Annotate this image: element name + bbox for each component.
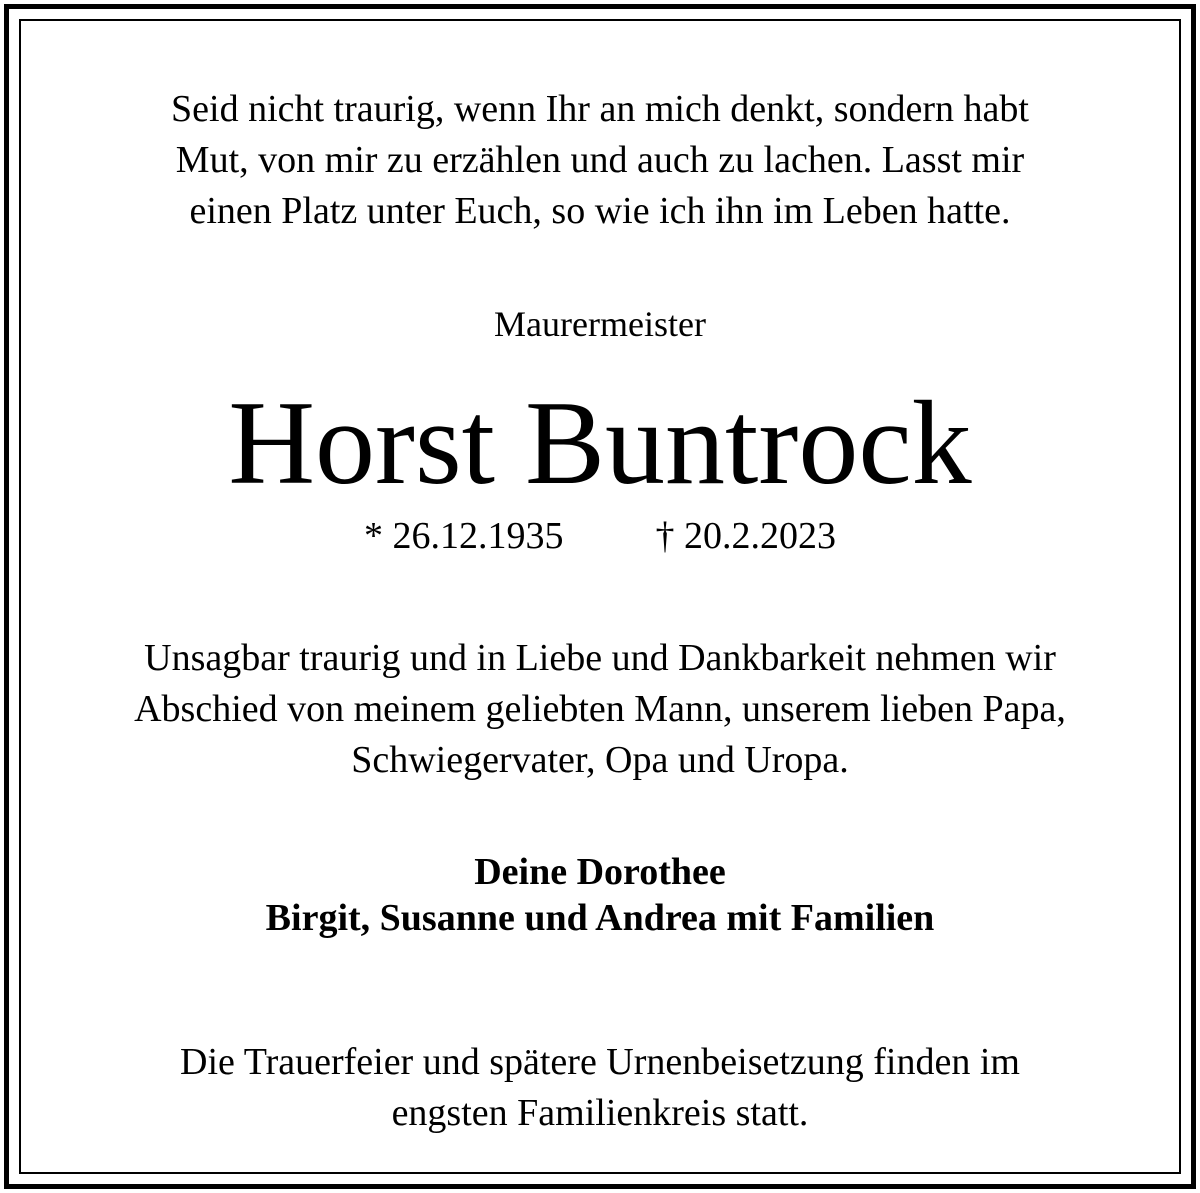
farewell-line: Schwiegervater, Opa und Uropa. bbox=[351, 739, 849, 781]
notice-line: Die Trauerfeier und spätere Urnenbeisetzung finden im bbox=[180, 1041, 1020, 1083]
memorial-quote bbox=[21, 84, 1179, 237]
birth-date: * 26.12.1935 bbox=[364, 515, 564, 557]
farewell-text bbox=[21, 633, 1179, 786]
signer-line: Birgit, Susanne und Andrea mit Familien bbox=[265, 897, 935, 939]
deceased-name: Horst Buntrock bbox=[228, 376, 972, 509]
signer-line: Deine Dorothee bbox=[474, 851, 726, 893]
quote-line: Mut, von mir zu erzählen und auch zu lachen. Lasst mir bbox=[175, 139, 1025, 181]
mourners-signature bbox=[21, 849, 1179, 941]
notice-line: engsten Familienkreis statt. bbox=[391, 1092, 809, 1134]
farewell-line: Abschied von meinem geliebten Mann, unserem lieben Papa, bbox=[134, 688, 1066, 730]
quote-line: Seid nicht traurig, wenn Ihr an mich denkt, sondern habt bbox=[171, 88, 1029, 130]
farewell-line: Unsagbar traurig und in Liebe und Dankbarkeit nehmen wir bbox=[144, 637, 1056, 679]
quote-line: einen Platz unter Euch, so wie ich ihn im Leben hatte. bbox=[189, 190, 1011, 232]
life-dates bbox=[21, 511, 1179, 561]
profession-title: Maurermeister bbox=[494, 304, 706, 344]
death-date: † 20.2.2023 bbox=[655, 515, 836, 557]
funeral-notice bbox=[21, 1037, 1179, 1139]
date-spacer bbox=[564, 511, 656, 561]
